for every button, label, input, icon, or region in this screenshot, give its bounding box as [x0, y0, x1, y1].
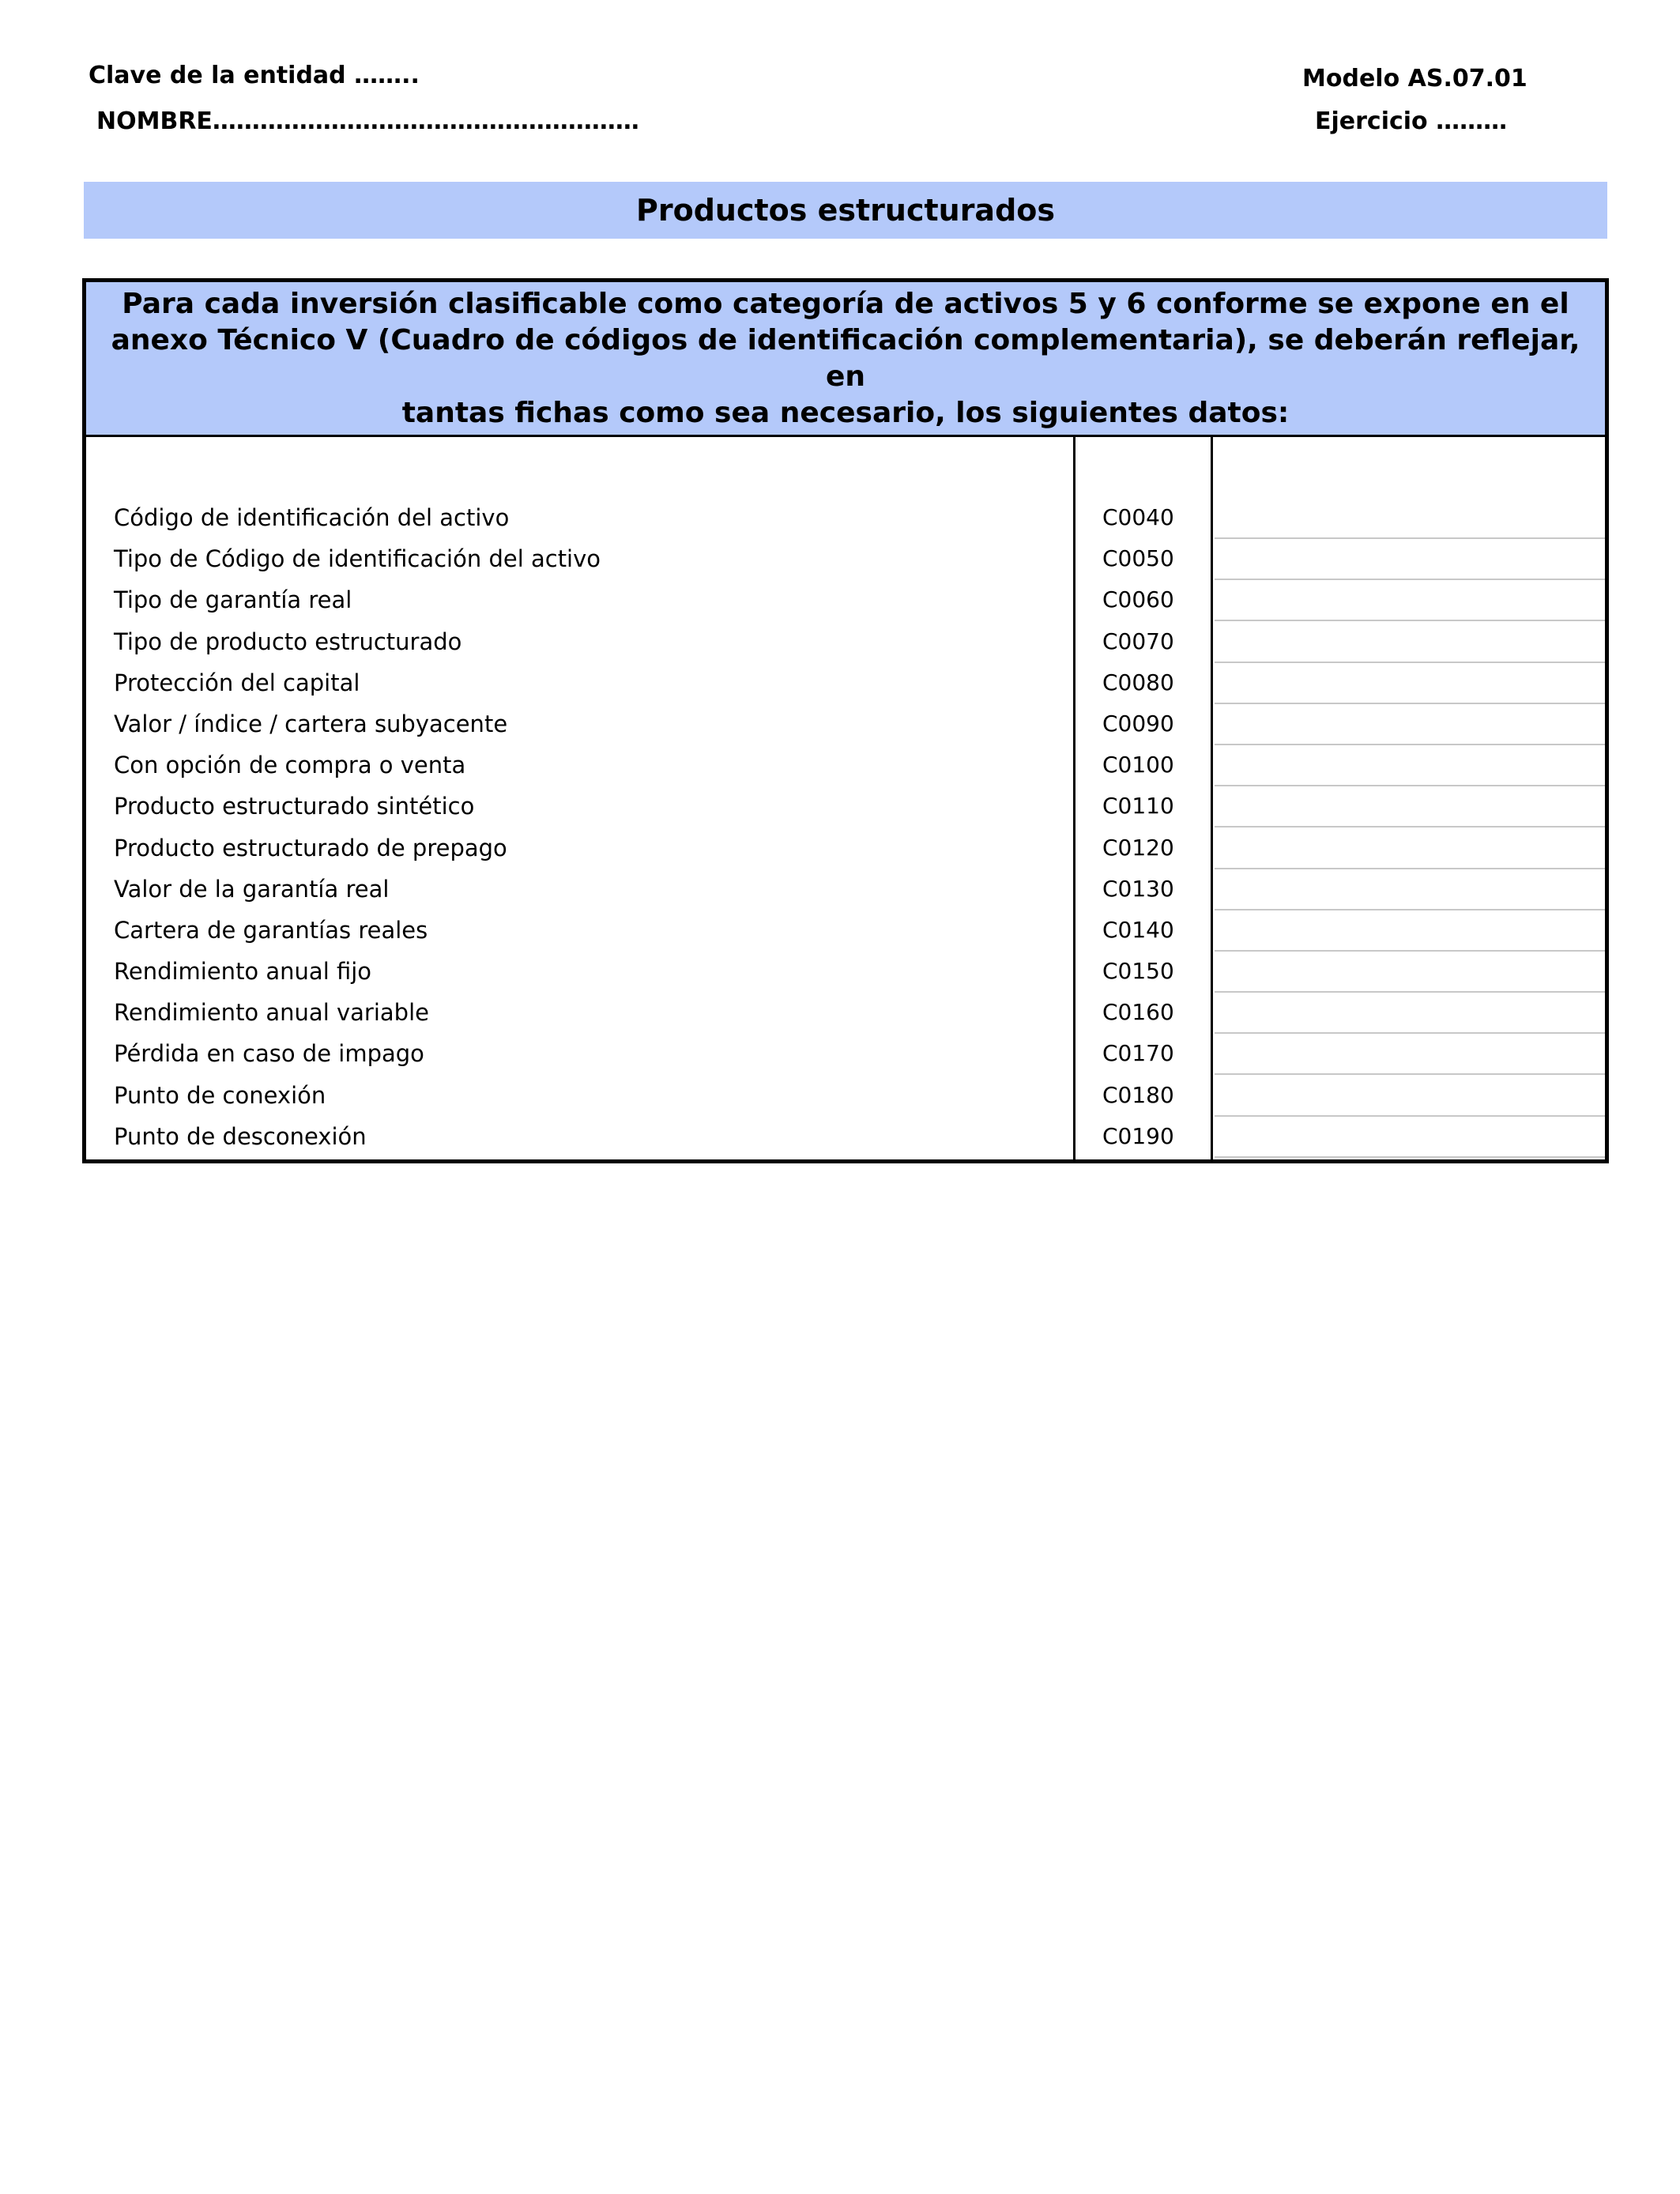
table-row: [86, 869, 1605, 910]
field-code: C0100: [1102, 752, 1174, 778]
value-input-cell[interactable]: [1215, 1033, 1605, 1075]
field-label: Rendimiento anual fijo: [114, 958, 372, 986]
field-code: C0070: [1102, 628, 1174, 654]
table-row: [86, 579, 1605, 620]
field-code: C0160: [1102, 999, 1174, 1026]
table-row: [86, 786, 1605, 827]
field-label: Cartera de garantías reales: [114, 916, 428, 944]
value-input-cell[interactable]: [1215, 1116, 1605, 1158]
value-input-cell[interactable]: [1215, 951, 1605, 993]
value-input-cell[interactable]: [1215, 786, 1605, 827]
value-input-cell[interactable]: [1215, 1075, 1605, 1117]
field-label: Pérdida en caso de impago: [114, 1040, 424, 1068]
table-row: [86, 951, 1605, 992]
field-code: C0170: [1102, 1040, 1174, 1067]
instruction-line: tantas fichas como sea necesario, los siguientes datos:: [401, 396, 1290, 429]
field-label: Protección del capital: [114, 669, 360, 696]
field-code: C0080: [1102, 669, 1174, 696]
value-input-cell[interactable]: [1215, 497, 1605, 539]
value-input-cell[interactable]: [1215, 703, 1605, 745]
field-label: Código de identificación del activo: [114, 504, 510, 531]
field-label: Tipo de garantía real: [114, 586, 352, 614]
table-row: [86, 910, 1605, 951]
page-title: Productos estructurados: [84, 182, 1607, 239]
field-label: Con opción de compra o venta: [114, 752, 466, 779]
table-row: [86, 1033, 1605, 1074]
value-input-cell[interactable]: [1215, 745, 1605, 786]
entity-name-label: NOMBRE………………………………………………: [96, 107, 639, 135]
instruction-banner: [86, 282, 1605, 437]
field-code: C0110: [1102, 793, 1174, 820]
field-label: Rendimiento anual variable: [114, 999, 429, 1027]
field-code: C0180: [1102, 1081, 1174, 1108]
entity-key-label: Clave de la entidad ……..: [89, 62, 420, 89]
table-row: [86, 703, 1605, 745]
field-label: Punto de conexión: [114, 1081, 326, 1109]
value-input-cell[interactable]: [1215, 992, 1605, 1034]
field-label: Punto de desconexión: [114, 1122, 367, 1150]
table-row: [86, 827, 1605, 869]
table-row: [86, 662, 1605, 703]
field-code: C0090: [1102, 710, 1174, 737]
instruction-text: [92, 286, 1599, 432]
table-row: [86, 1075, 1605, 1116]
table-row: [86, 538, 1605, 579]
field-code: C0190: [1102, 1122, 1174, 1149]
instruction-line: anexo Técnico V (Cuadro de códigos de identificación complementaria), se deberán reflejar, en: [111, 323, 1580, 393]
field-code: C0050: [1102, 545, 1174, 572]
field-label: Valor de la garantía real: [114, 875, 390, 903]
table-row: [86, 1116, 1605, 1157]
table-row: [86, 497, 1605, 538]
field-list: [86, 497, 1605, 1157]
value-input-cell[interactable]: [1215, 538, 1605, 580]
value-input-cell[interactable]: [1215, 869, 1605, 910]
fiscal-year-label: Ejercicio ………: [1315, 107, 1508, 135]
instruction-line: Para cada inversión clasificable como categoría de activos 5 y 6 conforme se expone en el: [122, 287, 1569, 320]
field-code: C0130: [1102, 875, 1174, 902]
field-code: C0120: [1102, 834, 1174, 861]
table-row: [86, 621, 1605, 662]
field-code: C0060: [1102, 586, 1174, 613]
value-input-cell[interactable]: [1215, 579, 1605, 621]
field-label: Tipo de producto estructurado: [114, 628, 462, 655]
form-table: [82, 278, 1609, 1163]
field-label: Producto estructurado de prepago: [114, 834, 507, 861]
value-input-cell[interactable]: [1215, 827, 1605, 869]
model-code-label: Modelo AS.07.01: [1302, 65, 1527, 92]
value-input-cell[interactable]: [1215, 662, 1605, 704]
table-row: [86, 992, 1605, 1033]
field-label: Valor / índice / cartera subyacente: [114, 710, 508, 737]
value-input-cell[interactable]: [1215, 910, 1605, 952]
field-label: Producto estructurado sintético: [114, 793, 475, 820]
field-label: Tipo de Código de identificación del activo: [114, 545, 601, 573]
table-row: [86, 745, 1605, 786]
field-code: C0150: [1102, 958, 1174, 985]
field-code: C0040: [1102, 504, 1174, 530]
value-input-cell[interactable]: [1215, 621, 1605, 663]
field-code: C0140: [1102, 916, 1174, 943]
